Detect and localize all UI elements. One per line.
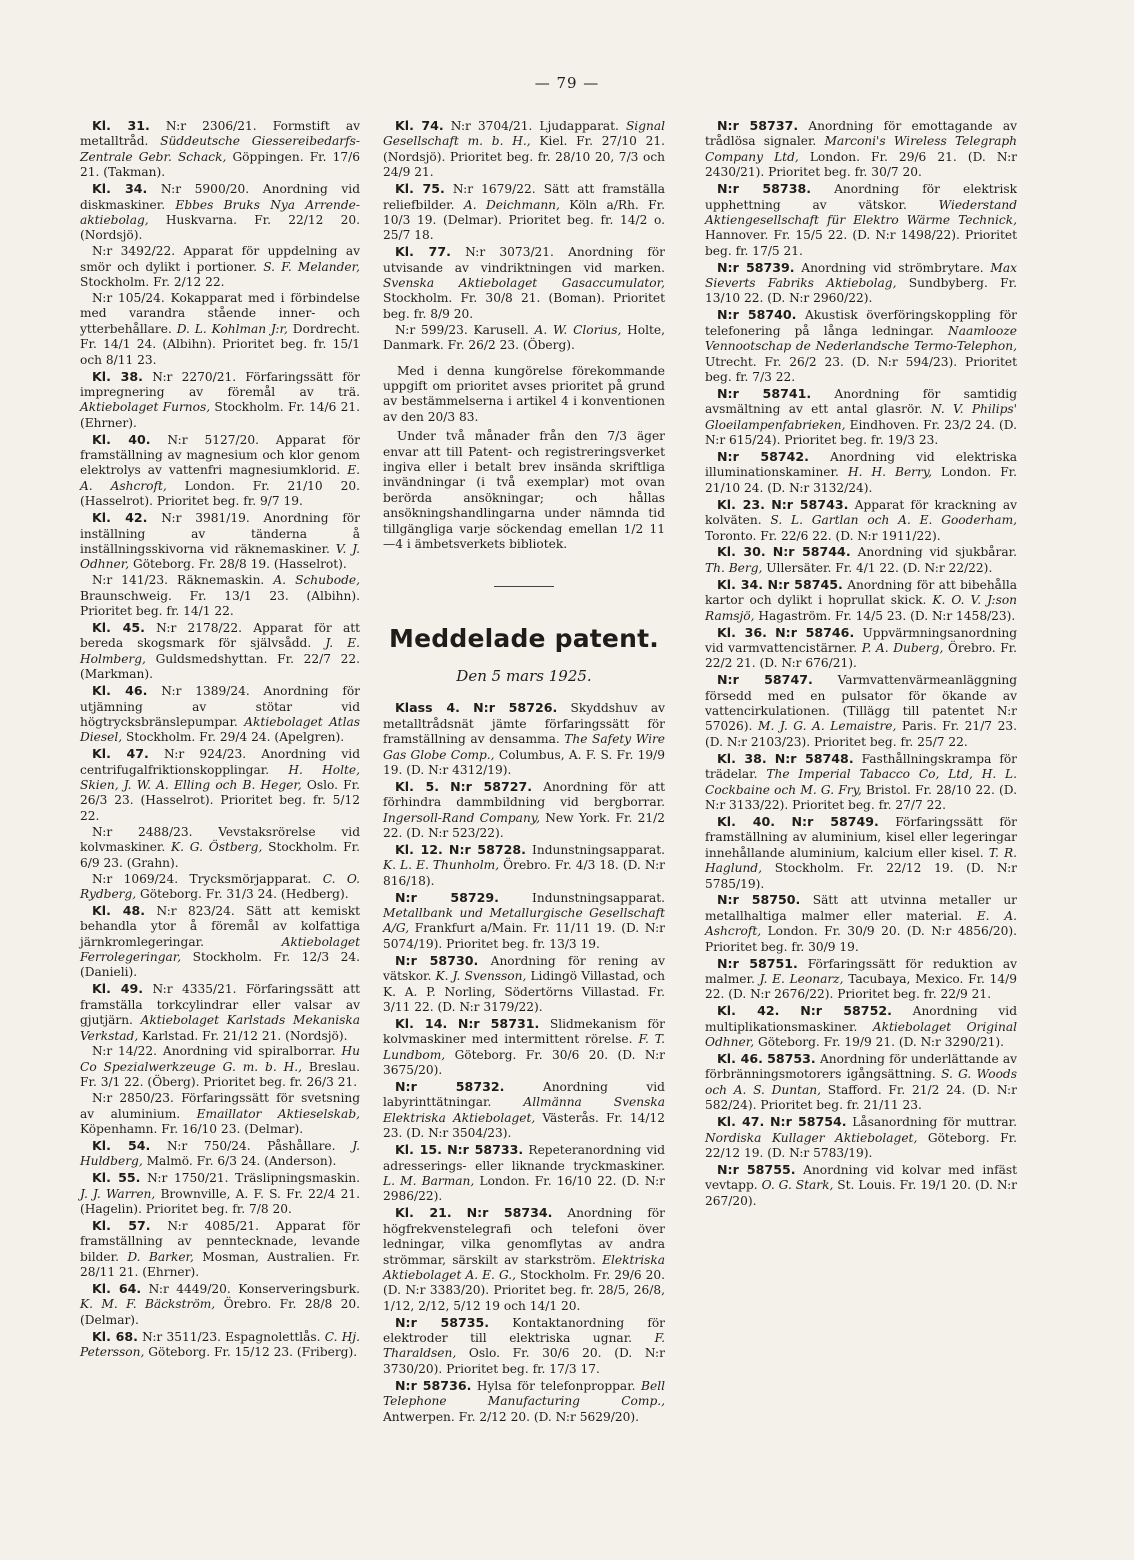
application-entry bbox=[80, 683, 360, 746]
application-entry bbox=[80, 181, 360, 244]
entry-applicant: Emaillator Aktieselskab, bbox=[196, 1106, 360, 1121]
entry-applicant: Metallbank und Metallurgische Gesellschaft A/G, bbox=[383, 906, 665, 936]
entry-description: Varmvattenvärmeanläggning försedd med en pulsator för ökande av vattencirkulationen. (Tillägg till patentet N:r 57026). bbox=[705, 673, 1017, 734]
entry-description: N:r 599/23. Karusell. bbox=[395, 322, 529, 337]
class-label: Kl. 64. bbox=[92, 1281, 142, 1297]
entry-applicant: Bell Telephone Manufacturing Comp., bbox=[383, 1378, 666, 1409]
class-label: Kl. 12. bbox=[395, 841, 443, 857]
class-label: Kl. 46. bbox=[92, 683, 148, 699]
entry-description: N:r 2270/21. Förfaringssätt för impregnering av föremål av trä. bbox=[80, 369, 361, 399]
entry-applicant: Aktiebolaget Atlas Diesel, bbox=[80, 714, 360, 745]
entry-description: Anordning för elektrisk upphettning av vätskor. bbox=[705, 182, 1017, 212]
entry-applicant: A. Schubode, bbox=[273, 573, 360, 588]
patent-entry bbox=[705, 625, 1017, 672]
entry-description: Apparat för krackning av kolväten. bbox=[705, 497, 1017, 528]
entry-applicant: E. A. Ashcroft, bbox=[80, 463, 360, 493]
granted-patents-list bbox=[383, 700, 665, 1425]
entry-applicant: Ebbes Bruks Nya Arrende-aktiebolag, bbox=[80, 197, 360, 227]
entry-description: N:r 2178/22. Apparat för att bereda skogsmark för självsådd. bbox=[80, 621, 361, 651]
entry-applicant: Aktiebolaget Ferrolegeringar, bbox=[80, 934, 360, 965]
application-entry bbox=[80, 432, 360, 510]
patent-entry bbox=[705, 307, 1017, 385]
entry-applicant: C. Hj. Petersson, bbox=[80, 1329, 361, 1360]
entry-details: Västerås. Fr. 14/12 23. (D. N:r 3504/23). bbox=[383, 1110, 665, 1141]
entry-applicant: Th. Berg, bbox=[705, 560, 763, 575]
application-entry bbox=[383, 181, 665, 244]
entry-applicant: E. A. Ashcroft, bbox=[705, 908, 1018, 939]
entry-applicant: D. Barker, bbox=[127, 1249, 194, 1264]
class-label: Kl. 74. bbox=[395, 118, 444, 133]
application-entry bbox=[80, 746, 360, 824]
patent-entry bbox=[705, 892, 1017, 955]
entry-applicant: Naamlooze Vennootschap de Nederlandsche Termo-Telephon, bbox=[705, 323, 1017, 354]
patent-entry bbox=[705, 544, 1017, 576]
notice-objections: Under två månader från den 7/3 äger envar att till Patent- och registreringsverket ingiva eller i betalt brev insända skriftliga invändningar (i två exemplar) mot ovan berörda ansökningar; och hållas ansökningshandlingarna under nämnda tid tillgängliga varje söckendag emellan 1/2 11—4 i ämbetsverkets bibliotek. bbox=[383, 429, 665, 552]
entry-applicant: P. A. Duberg, bbox=[861, 640, 944, 655]
entry-details: Oslo. Fr. 30/6 20. (D. N:r 3730/20). Prioritet beg. fr. 17/3 17. bbox=[383, 1346, 665, 1376]
entry-applicant: S. G. Woods och A. S. Duntan, bbox=[705, 1067, 1017, 1097]
entry-description: N:r 4335/21. Förfaringssätt att framställa torkcylindrar eller valsar av gjutjärn. bbox=[80, 982, 360, 1028]
entry-description: N:r 1679/22. Sätt att framställa reliefbilder. bbox=[383, 182, 666, 212]
application-entry bbox=[80, 118, 360, 181]
application-entry bbox=[80, 620, 360, 683]
entry-applicant: Max Sieverts Fabriks Aktiebolag, bbox=[705, 260, 1017, 291]
entry-description: N:r 1750/21. Träslipningsmaskin. bbox=[147, 1171, 360, 1186]
entry-details: London. Fr. 21/10 20. (Hasselrot). Prioritet beg. fr. 9/7 19. bbox=[80, 478, 360, 509]
patent-number: N:r 58741. bbox=[717, 385, 812, 401]
entry-description: Anordning vid kolvar med infäst vevtapp. bbox=[705, 1162, 1017, 1193]
patent-entry bbox=[383, 842, 665, 889]
entry-details: Stockholm. Fr. 2/12 22. bbox=[80, 275, 225, 290]
patent-number: N:r 58749. bbox=[791, 813, 879, 829]
patent-entry bbox=[705, 181, 1017, 259]
entry-applicant: Ingersoll-Rand Company, bbox=[383, 810, 540, 825]
application-entry bbox=[80, 1329, 360, 1361]
entry-applicant: O. G. Stark, bbox=[761, 1178, 834, 1193]
entry-description: Anordning för att förhindra dammbildning vid bergborrar. bbox=[383, 779, 666, 810]
application-entry bbox=[80, 1218, 360, 1281]
entry-details: London. Fr. 29/6 21. (D. N:r 2430/21). Prioritet beg. fr. 30/7 20. bbox=[705, 149, 1018, 180]
entry-description: N:r 3492/22. Apparat för uppdelning av smör och dylikt i portioner. bbox=[80, 244, 360, 274]
patent-number: N:r 58736. bbox=[395, 1377, 472, 1393]
application-entry bbox=[80, 1138, 360, 1170]
application-entry bbox=[80, 369, 360, 432]
class-label: Kl. 30. bbox=[717, 544, 766, 560]
patent-entry bbox=[383, 953, 665, 1016]
entry-details: Stafford. Fr. 21/2 24. (D. N:r 582/24). Prioritet beg. fr. 21/11 23. bbox=[705, 1082, 1017, 1113]
patent-entry bbox=[383, 700, 665, 778]
entry-details: Stockholm. Fr. 14/6 21. (Ehrner). bbox=[80, 400, 361, 430]
entry-applicant: Wiederstand Aktiengesellschaft für Elektro Wärme Technick, bbox=[705, 197, 1018, 227]
entry-details: Stockholm. Fr. 12/3 24. (Danieli). bbox=[80, 950, 360, 980]
application-entry bbox=[383, 118, 665, 181]
entry-details: Oslo. Fr. 26/3 23. (Hasselrot). Prioritet beg. fr. 5/12 22. bbox=[80, 778, 360, 823]
class-label: Kl. 40. bbox=[92, 431, 151, 447]
application-entry bbox=[383, 244, 665, 322]
entry-applicant: M. J. G. A. Lemaistre, bbox=[757, 719, 897, 734]
patent-number: N:r 58747. bbox=[717, 672, 813, 688]
patent-number: N:r 58740. bbox=[717, 307, 797, 323]
class-label: Kl. 40. bbox=[717, 813, 776, 829]
entry-description: Slidmekanism för kolvmaskiner med intermittent rörelse. bbox=[383, 1016, 666, 1047]
entry-description: N:r 141/23. Räknemaskin. bbox=[92, 573, 265, 588]
application-entry bbox=[80, 1170, 360, 1217]
entry-applicant: K. G. Östberg, bbox=[171, 840, 263, 855]
patent-entry bbox=[705, 386, 1017, 449]
entry-description: Indunstningsapparat. bbox=[532, 890, 665, 905]
patent-number: N:r 58739. bbox=[717, 259, 795, 275]
entry-details: Antwerpen. Fr. 2/12 20. (D. N:r 5629/20). bbox=[383, 1409, 639, 1424]
entry-applicant: F. T. Lundbom, bbox=[383, 1032, 666, 1062]
patent-entry bbox=[383, 1315, 665, 1378]
right-column bbox=[705, 118, 1017, 1210]
patent-number: N:r 58738. bbox=[717, 181, 812, 197]
entry-applicant: K. M. F. Bäckström, bbox=[80, 1297, 216, 1312]
entry-description: Hylsa för telefonproppar. bbox=[476, 1378, 636, 1393]
left-column bbox=[80, 118, 360, 1361]
class-label: Kl. 34. bbox=[92, 181, 148, 197]
entry-description: Sätt att utvinna metaller ur metallhaltiga malmer eller material. bbox=[705, 893, 1017, 923]
class-label: Klass 4. bbox=[395, 700, 460, 716]
entry-details: Karlstad. Fr. 21/12 21. (Nordsjö). bbox=[142, 1028, 348, 1043]
entry-details: Utrecht. Fr. 26/2 23. (D. N:r 594/23). Prioritet beg. fr. 7/3 22. bbox=[705, 354, 1017, 384]
patent-entry bbox=[383, 1205, 665, 1314]
class-label: Kl. 36. bbox=[717, 624, 767, 640]
entry-details: London. Fr. 30/9 20. (D. N:r 4856/20). Prioritet beg. fr. 30/9 19. bbox=[705, 924, 1017, 954]
entry-details: Breslau. Fr. 3/1 22. (Öberg). Prioritet beg. fr. 26/3 21. bbox=[80, 1059, 360, 1090]
class-label: Kl. 47. bbox=[92, 746, 149, 762]
entry-applicant: S. F. Melander, bbox=[263, 259, 360, 274]
entry-applicant: Aktiebolaget Furnos, bbox=[80, 400, 211, 415]
entry-applicant: Nordiska Kullager Aktiebolaget, bbox=[705, 1130, 918, 1145]
entry-applicant: The Safety Wire Gas Globe Comp., bbox=[383, 732, 666, 762]
entry-description: Kontaktanordning för elektroder till elektriska ugnar. bbox=[383, 1315, 666, 1346]
class-label: Kl. 14. bbox=[395, 1015, 448, 1031]
entry-description: N:r 2488/23. Vevstaksrörelse vid kolvmaskiner. bbox=[80, 824, 360, 855]
patent-entry bbox=[705, 1003, 1017, 1050]
entry-description: Anordning vid sjukbårar. bbox=[857, 545, 1018, 560]
entry-applicant: K. J. Svensson, bbox=[435, 969, 527, 984]
entry-applicant: L. M. Barman, bbox=[383, 1173, 475, 1188]
entry-description: Anordning för rening av vätskor. bbox=[383, 953, 666, 984]
class-label: Kl. 38. bbox=[717, 750, 767, 766]
entry-description: Akustisk överföringskoppling för telefonering på långa ledningar. bbox=[705, 308, 1017, 338]
entry-details: Sundbyberg. Fr. 13/10 22. (D. N:r 2960/22). bbox=[705, 276, 1017, 306]
entry-details: Tacubaya, Mexico. Fr. 14/9 22. (D. N:r 2676/22). Prioritet beg. fr. 22/9 21. bbox=[705, 971, 1018, 1002]
application-entry bbox=[80, 1044, 360, 1090]
entry-details: London. Fr. 16/10 22. (D. N:r 2986/22). bbox=[383, 1173, 665, 1204]
entry-applicant: H. H. Berry, bbox=[847, 465, 932, 480]
patent-entry bbox=[383, 1079, 665, 1142]
entry-details: Stockholm. Fr. 30/8 21. (Boman). Prioritet beg. fr. 8/9 20. bbox=[383, 291, 665, 321]
application-entry bbox=[80, 244, 360, 290]
entry-details: Göteborg. Fr. 19/9 21. (D. N:r 3290/21). bbox=[757, 1035, 1004, 1050]
entry-applicant: The Imperial Tabacco Co, Ltd, H. L. Cockbaine och M. G. Fry, bbox=[705, 767, 1018, 797]
patent-number: N:r 58744. bbox=[772, 544, 851, 560]
patent-number: N:r 58751. bbox=[717, 955, 798, 971]
patent-entry bbox=[383, 890, 665, 953]
entry-description: N:r 823/24. Sätt att kemiskt behandla ytor å föremål av kolfattiga järnkromlegeringar. bbox=[80, 903, 360, 949]
class-label: Kl. 46. bbox=[717, 1050, 763, 1066]
entry-description: N:r 924/23. Anordning vid centrifugalfriktionskopplingar. bbox=[80, 747, 361, 777]
class-label: Kl. 5. bbox=[395, 778, 439, 794]
entry-description: N:r 750/24. Påshållare. bbox=[167, 1138, 336, 1153]
application-entry bbox=[80, 981, 360, 1044]
entry-applicant: C. O. Rydberg, bbox=[80, 871, 361, 901]
middle-column bbox=[383, 118, 665, 1425]
entry-details: Stockholm. Fr. 29/6 20. (D. N:r 3383/20). Prioritet beg. fr. 28/5, 26/8, 1/12, 2/12, 5/12 19 och 14/1 20. bbox=[383, 1267, 665, 1313]
entry-applicant: D. L. Kohlman J:r, bbox=[176, 321, 288, 336]
entry-details: Eindhoven. Fr. 23/2 24. (D. N:r 615/24). Prioritet beg. fr. 19/3 23. bbox=[705, 417, 1018, 448]
entry-details: Örebro. Fr. 4/3 18. (D. N:r 816/18). bbox=[383, 858, 665, 888]
entry-description: N:r 5127/20. Apparat för framställning av magnesium och klor genom elektrolys av vattenfri magnesiumklorid. bbox=[80, 432, 361, 478]
entry-description: N:r 4449/20. Konserveringsburk. bbox=[148, 1282, 361, 1297]
entry-description: Anordning för samtidig avsmältning av ett antal glasrör. bbox=[705, 386, 1017, 417]
entry-applicant: H. Holte, Skien, J. W. A. Elling och B. Heger, bbox=[80, 762, 360, 793]
entry-applicant: S. L. Gartlan och A. E. Gooderham, bbox=[770, 513, 1018, 528]
patent-entry bbox=[383, 1142, 665, 1205]
entry-applicant: K. L. E. Thunholm, bbox=[383, 858, 500, 873]
section-separator bbox=[494, 586, 554, 587]
entry-details: Frankfurt a/Main. Fr. 11/11 19. (D. N:r 5074/19). Prioritet beg. fr. 13/3 19. bbox=[383, 921, 666, 951]
application-entry bbox=[80, 291, 360, 368]
entry-details: Göppingen. Fr. 17/6 21. (Takman). bbox=[80, 149, 360, 180]
entry-applicant: V. J. Odhner, bbox=[80, 541, 361, 572]
application-entry bbox=[80, 573, 360, 619]
entry-details: Paris. Fr. 21/7 23. (D. N:r 2103/23). Prioritet beg. fr. 25/7 22. bbox=[705, 719, 1018, 749]
patent-entry bbox=[705, 118, 1017, 181]
class-label: Kl. 34. bbox=[717, 576, 764, 592]
entry-details: Göteborg. Fr. 15/12 23. (Friberg). bbox=[148, 1345, 358, 1360]
patent-number: N:r 58754. bbox=[770, 1114, 847, 1130]
entry-details: Braunschweig. Fr. 13/1 23. (Albihn). Prioritet beg. fr. 14/1 22. bbox=[80, 588, 360, 619]
entry-details: Köpenhamn. Fr. 16/10 23. (Delmar). bbox=[80, 1122, 304, 1136]
entry-applicant: Allmänna Svenska Elektriska Aktiebolaget, bbox=[383, 1095, 665, 1125]
entry-description: N:r 2306/21. Formstift av metalltråd. bbox=[80, 119, 360, 149]
entry-details: Göteborg. Fr. 28/8 19. (Hasselrot). bbox=[132, 557, 347, 572]
patent-entry bbox=[705, 449, 1017, 496]
entry-description: Anordning vid multiplikationsmaskiner. bbox=[705, 1004, 1017, 1034]
entry-description: N:r 3511/23. Espagnolettlås. bbox=[142, 1329, 321, 1344]
entry-description: Anordning vid labyrinttätningar. bbox=[383, 1080, 665, 1110]
entry-applicant: Elektriska Aktiebolaget A. E. G., bbox=[383, 1252, 665, 1282]
entry-details: Hannover. Fr. 15/5 22. (D. N:r 1498/22). Prioritet beg. fr. 17/5 21. bbox=[705, 228, 1017, 258]
entry-description: N:r 1389/24. Anordning för utjämning av stötar vid högtrycksbränslepumpar. bbox=[80, 684, 361, 729]
entry-details: Göteborg. Fr. 30/6 20. (D. N:r 3675/20). bbox=[383, 1047, 666, 1078]
patent-number: N:r 58733. bbox=[447, 1142, 524, 1158]
entry-details: Holte, Danmark. Fr. 26/2 23. (Öberg). bbox=[383, 322, 666, 353]
entry-description: N:r 5900/20. Anordning vid diskmaskiner. bbox=[80, 182, 360, 212]
patent-number: N:r 58752. bbox=[800, 1003, 892, 1019]
entry-applicant: Süddeutsche Giessereibedarfs-Zentrale Gebr. Schack, bbox=[80, 134, 361, 164]
class-label: Kl. 48. bbox=[92, 902, 146, 918]
patent-number: 58753. bbox=[767, 1050, 816, 1066]
entry-details: Göteborg. Fr. 31/3 24. (Hedberg). bbox=[140, 886, 349, 901]
entry-details: New York. Fr. 21/2 22. (D. N:r 523/22). bbox=[383, 810, 666, 841]
class-label: Kl. 21. bbox=[395, 1205, 452, 1221]
entry-description: N:r 1069/24. Trycksmörjapparat. bbox=[92, 871, 312, 886]
application-entry bbox=[80, 825, 360, 871]
class-label: Kl. 54. bbox=[92, 1137, 151, 1153]
patent-number: N:r 58737. bbox=[717, 118, 799, 133]
entry-description: N:r 3073/21. Anordning för utvisande av vindriktningen vid marken. bbox=[383, 245, 666, 275]
entry-description: Anordning för underlättande av förbränningsmotorers igångsättning. bbox=[705, 1051, 1018, 1082]
application-entry bbox=[80, 1091, 360, 1137]
patent-number: N:r 58745. bbox=[767, 576, 843, 592]
entry-description: Låsanordning för muttrar. bbox=[852, 1115, 1017, 1130]
patent-number: N:r 58750. bbox=[717, 892, 801, 908]
patent-number: N:r 58726. bbox=[473, 700, 558, 716]
entry-description: N:r 4085/21. Apparat för framställning av penntecknade, levande bilder. bbox=[80, 1218, 361, 1264]
notice-priority: Med i denna kungörelse förekommande uppgift om prioritet avses prioritet på grund av bestämmelserna i artikel 4 i konventionen av den 20/3 83. bbox=[383, 363, 665, 424]
entry-details: Örebro. Fr. 22/2 21. (D. N:r 676/21). bbox=[705, 640, 1018, 671]
entry-description: Anordning för emottagande av trådlösa signaler. bbox=[705, 119, 1018, 149]
entry-description: N:r 105/24. Kokapparat med i förbindelse med varandra stående inner- och ytterbehållare. bbox=[80, 290, 360, 336]
class-label: Kl. 45. bbox=[92, 620, 145, 635]
entry-applicant: N. V. Philips' Gloeilampenfabrieken, bbox=[705, 402, 1018, 432]
entry-description: N:r 3704/21. Ljudapparat. bbox=[450, 119, 619, 133]
entry-applicant: J. E. Holmberg, bbox=[80, 636, 360, 666]
entry-details: Kiel. Fr. 27/10 21. (Nordsjö). Prioritet beg. fr. 28/10 20, 7/3 och 24/9 21. bbox=[383, 134, 666, 180]
entry-applicant: A. Deichmann, bbox=[463, 197, 560, 212]
entry-applicant: F. Tharaldsen, bbox=[383, 1331, 665, 1361]
entry-description: Förfaringssätt för framställning av aluminium, kisel eller legeringar innehållande aluminium, kalcium eller kisel. bbox=[705, 814, 1018, 860]
entry-description: Repeteranordning vid adresserings- eller liknande tryckmaskiner. bbox=[383, 1143, 666, 1173]
entry-description: N:r 3981/19. Anordning för inställning av tänderna å inställningsskivorna vid räknemaskiner. bbox=[80, 511, 361, 556]
patent-number: N:r 58731. bbox=[457, 1015, 540, 1031]
entry-description: Anordning för att bibehålla kartor och dylikt i hoprullat skick. bbox=[705, 577, 1018, 608]
class-label: Kl. 55. bbox=[92, 1170, 141, 1186]
entry-applicant: K. O. V. J:son Ramsjö, bbox=[705, 593, 1018, 623]
entry-details: London. Fr. 21/10 24. (D. N:r 3132/24). bbox=[705, 465, 1018, 495]
entry-applicant: J. J. Warren, bbox=[80, 1186, 156, 1201]
entry-applicant: Hu Co Spezialwerkzeuge G. m. b. H., bbox=[80, 1044, 361, 1074]
entry-details: Stockholm. Fr. 6/9 23. (Grahn). bbox=[80, 840, 360, 870]
entry-applicant: Aktiebolaget Original Odhner, bbox=[705, 1019, 1017, 1050]
entry-description: Anordning vid elektriska illuminationskaminer. bbox=[705, 450, 1017, 480]
entry-details: Hagaström. Fr. 14/5 23. (D. N:r 1458/23). bbox=[758, 608, 1016, 623]
class-label: Kl. 49. bbox=[92, 981, 144, 997]
entry-description: Anordning för högfrekvenstelegrafi och telefoni över ledningar, vilka genomflytas av andra strömmar, särskilt av starkström. bbox=[383, 1206, 666, 1267]
entry-details: Örebro. Fr. 28/8 20. (Delmar). bbox=[80, 1297, 360, 1327]
application-entry bbox=[80, 1281, 360, 1328]
class-label: Kl. 31. bbox=[92, 118, 150, 133]
pending-applications-continued bbox=[383, 118, 665, 354]
class-label: Kl. 57. bbox=[92, 1217, 151, 1233]
patent-entry bbox=[705, 672, 1017, 750]
entry-description: Förfaringssätt för reduktion av malmer. bbox=[705, 956, 1017, 986]
patent-number: N:r 58734. bbox=[466, 1205, 553, 1221]
entry-description: Indunstningsapparat. bbox=[532, 842, 665, 857]
class-label: Kl. 23. bbox=[717, 496, 765, 512]
patent-number: N:r 58742. bbox=[717, 449, 809, 465]
entry-applicant: J. Huldberg, bbox=[80, 1138, 361, 1169]
section-date: Den 5 mars 1925. bbox=[456, 666, 592, 685]
patent-number: N:r 58732. bbox=[395, 1079, 505, 1095]
class-label: Kl. 15. bbox=[395, 1142, 442, 1158]
class-label: Kl. 68. bbox=[92, 1328, 138, 1344]
patent-number: N:r 58743. bbox=[771, 496, 849, 512]
entry-details: St. Louis. Fr. 19/1 20. (D. N:r 267/20). bbox=[705, 1178, 1018, 1208]
patent-entry bbox=[383, 1016, 665, 1079]
class-label: Kl. 77. bbox=[395, 244, 451, 260]
patent-number: N:r 58735. bbox=[395, 1314, 490, 1330]
section-title: Meddelade patent. bbox=[389, 624, 659, 654]
application-entry bbox=[383, 323, 665, 354]
patent-number: N:r 58748. bbox=[774, 750, 854, 766]
patent-number: N:r 58755. bbox=[717, 1161, 796, 1177]
entry-details: Brownville, A. F. S. Fr. 22/4 21. (Hagelin). Prioritet beg. fr. 7/8 20. bbox=[80, 1186, 360, 1217]
entry-applicant: Marconi's Wireless Telegraph Company Ltd, bbox=[705, 134, 1017, 164]
patent-entry bbox=[705, 1162, 1017, 1209]
entry-description: Fasthållningskrampa för trädelar. bbox=[705, 751, 1018, 782]
entry-details: Köln a/Rh. Fr. 10/3 19. (Delmar). Prioritet beg. fr. 14/2 o. 25/7 18. bbox=[383, 197, 665, 243]
entry-details: Toronto. Fr. 22/6 22. (D. N:r 1911/22). bbox=[705, 528, 941, 543]
entry-applicant: Svenska Aktiebolaget Gasaccumulator, bbox=[383, 276, 665, 291]
patent-entry bbox=[383, 1378, 665, 1425]
entry-details: Huskvarna. Fr. 22/12 20. (Nordsjö). bbox=[80, 212, 361, 243]
entry-description: N:r 2850/23. Förfaringssätt för svetsning av aluminium. bbox=[80, 1091, 360, 1121]
class-label: Kl. 47. bbox=[717, 1114, 765, 1130]
patent-entry bbox=[383, 779, 665, 842]
entry-details: Guldsmedshyttan. Fr. 22/7 22. (Markman). bbox=[80, 651, 360, 682]
entry-details: Mosman, Australien. Fr. 28/11 21. (Ehrner). bbox=[80, 1249, 361, 1280]
entry-details: Ullersäter. Fr. 4/1 22. (D. N:r 22/22). bbox=[766, 560, 993, 575]
class-label: Kl. 42. bbox=[92, 510, 148, 526]
patent-number: N:r 58727. bbox=[450, 778, 533, 794]
entry-description: Skyddshuv av metalltrådsnät jämte förfaringssätt för framställning av densamma. bbox=[383, 701, 665, 747]
entry-applicant: A. W. Clorius, bbox=[534, 322, 622, 337]
entry-applicant: Signal Gesellschaft m. b. H., bbox=[383, 119, 666, 149]
entry-details: Lidingö Villastad, och K. A. P. Norling, Södertörns Villastad. Fr. 3/11 22. (D. N:r 3179/22). bbox=[383, 969, 666, 1014]
patent-entry bbox=[705, 751, 1017, 814]
application-entry bbox=[80, 510, 360, 573]
entry-description: Anordning vid strömbrytare. bbox=[801, 260, 984, 275]
patent-number: N:r 58730. bbox=[395, 952, 479, 968]
entry-details: Göteborg. Fr. 22/12 19. (D. N:r 5783/19). bbox=[705, 1130, 1017, 1160]
entry-details: Columbus, A. F. S. Fr. 19/9 19. (D. N:r 4312/19). bbox=[383, 747, 666, 777]
patent-entry bbox=[705, 814, 1017, 892]
application-entry bbox=[80, 872, 360, 903]
entry-applicant: J. E. Leonarz, bbox=[759, 971, 844, 986]
patent-number: N:r 58746. bbox=[775, 624, 855, 640]
patent-entry bbox=[705, 577, 1017, 624]
entry-description: N:r 14/22. Anordning vid spiralborrar. bbox=[92, 1044, 336, 1059]
entry-applicant: T. R. Haglund, bbox=[705, 845, 1018, 876]
patent-number: N:r 58728. bbox=[448, 841, 526, 857]
patent-entry bbox=[705, 1051, 1017, 1114]
patent-entry bbox=[705, 497, 1017, 544]
entry-details: Dordrecht. Fr. 14/1 24. (Albihn). Prioritet beg. fr. 15/1 och 8/11 23. bbox=[80, 321, 360, 367]
class-label: Kl. 38. bbox=[92, 368, 143, 384]
patent-number: N:r 58729. bbox=[395, 889, 499, 905]
class-label: Kl. 42. bbox=[717, 1003, 780, 1019]
entry-details: Malmö. Fr. 6/3 24. (Anderson). bbox=[146, 1154, 337, 1169]
patent-entry bbox=[705, 956, 1017, 1003]
entry-details: Stockholm. Fr. 29/4 24. (Apelgren). bbox=[126, 730, 345, 745]
entry-details: Stockholm. Fr. 22/12 19. (D. N:r 5785/19). bbox=[705, 861, 1017, 891]
page-number: — 79 — bbox=[534, 74, 600, 92]
application-entry bbox=[80, 903, 360, 981]
entry-description: Uppvärmningsanordning vid varmvattencistärner. bbox=[705, 625, 1017, 655]
patent-entry bbox=[705, 1114, 1017, 1161]
entry-details: Bristol. Fr. 28/10 22. (D. N:r 3133/22). Prioritet beg. fr. 27/7 22. bbox=[705, 782, 1018, 812]
entry-applicant: Aktiebolaget Karlstads Mekaniska Verkstad, bbox=[80, 1013, 360, 1043]
patent-entry bbox=[705, 260, 1017, 307]
class-label: Kl. 75. bbox=[395, 181, 445, 197]
